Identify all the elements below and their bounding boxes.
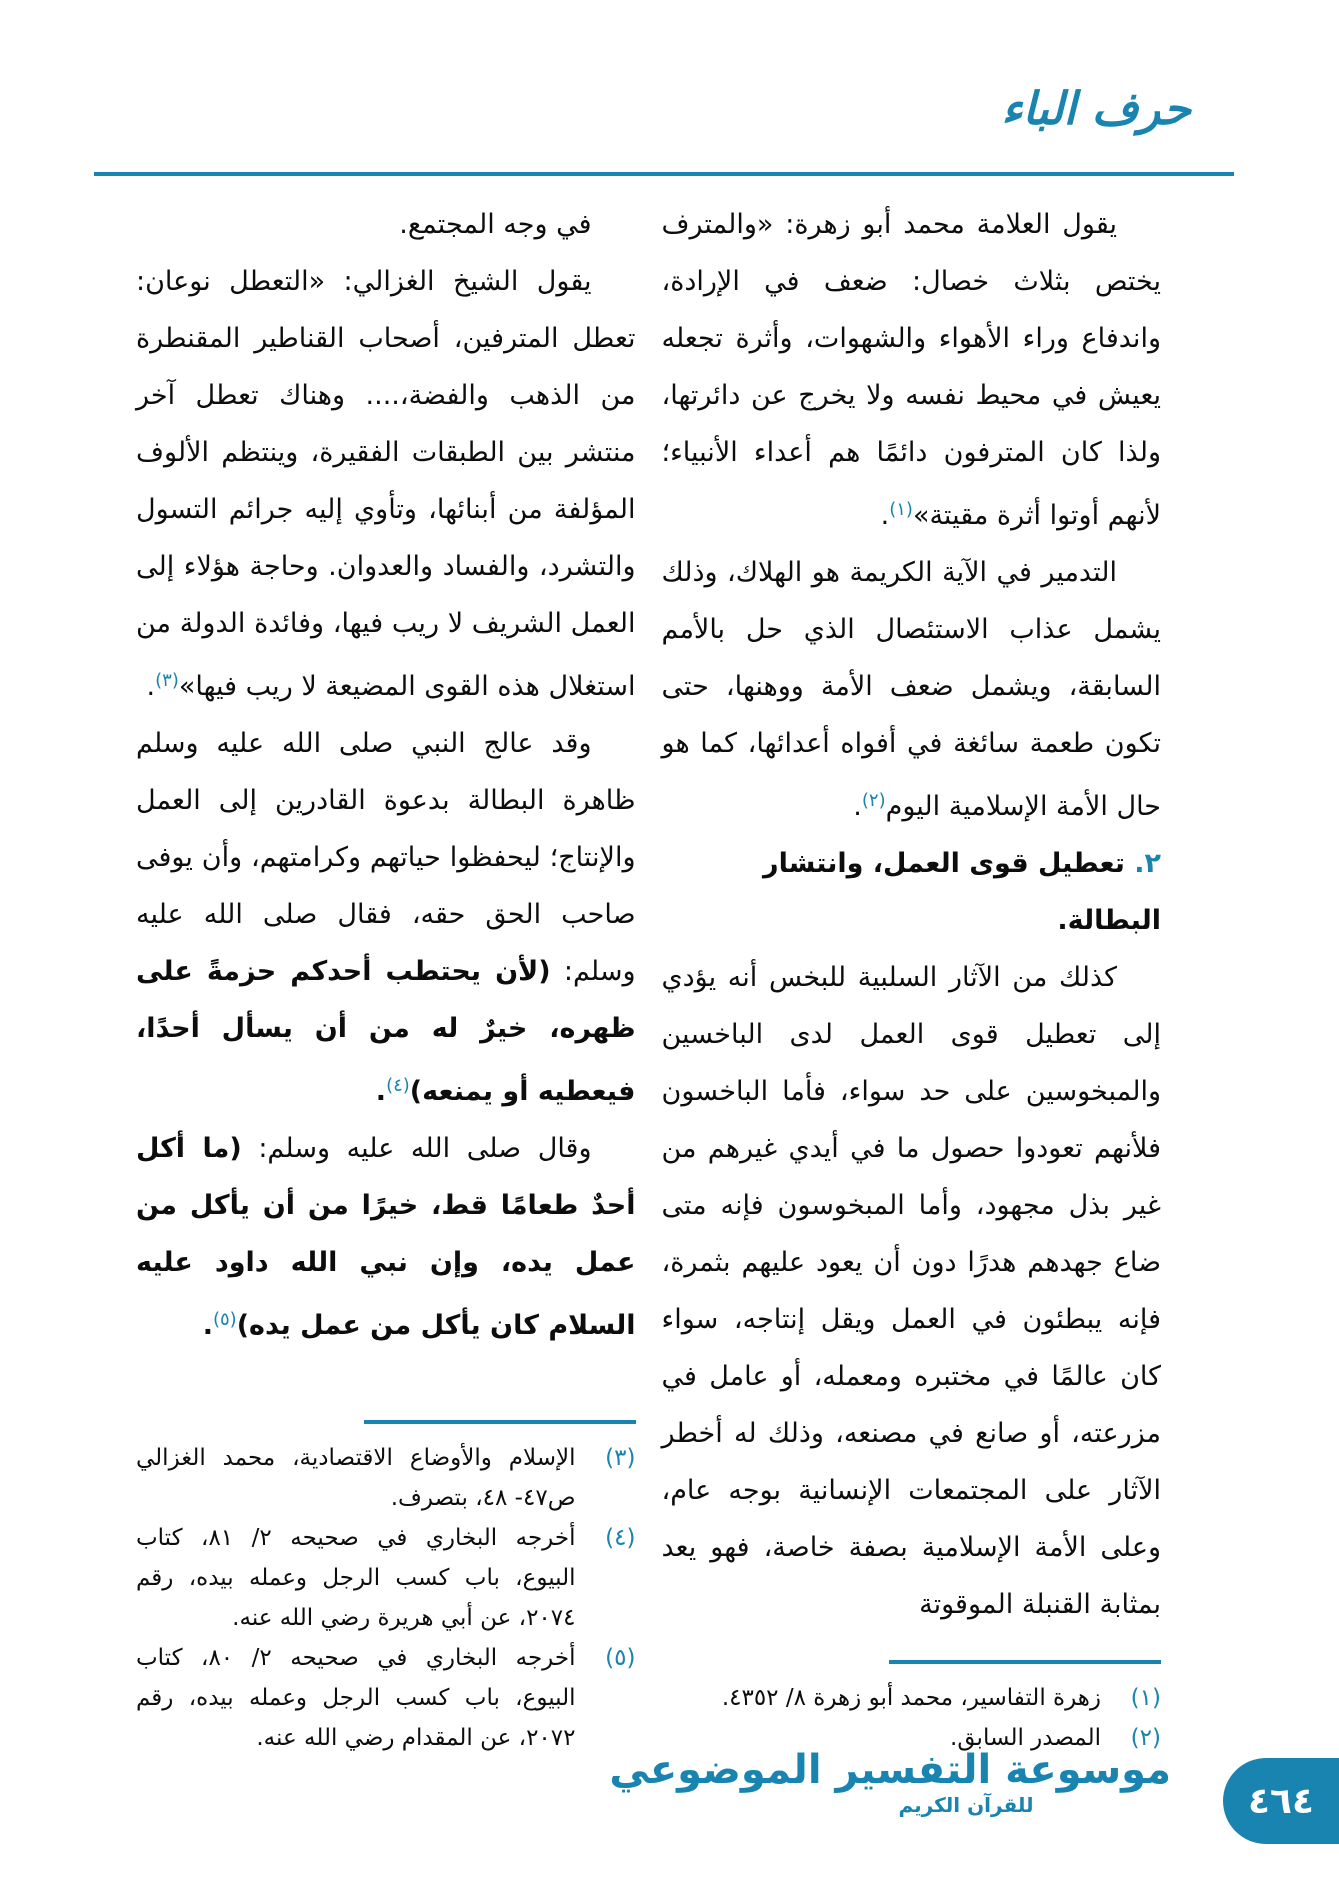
footnote-text: المصدر السابق. <box>950 1725 1101 1751</box>
footnote-text: زهرة التفاسير، محمد أبو زهرة ٨/ ٤٣٥٢. <box>721 1685 1101 1711</box>
footnote-ref-3: (٣) <box>155 670 179 691</box>
paragraph-tail: . <box>202 1310 213 1341</box>
footnote-text: أخرجه البخاري في صحيحه ٢/ ٨١، كتاب البيوع، باب كسب الرجل وعمله بيده، رقم ٢٠٧٤، عن أبي هريرة رضي الله عنه. <box>136 1525 576 1631</box>
text-columns <box>136 196 1161 1758</box>
publisher-logo-title: موسوعة التفسير الموضوعي <box>609 1747 1171 1793</box>
section-heading-number: ٢. <box>1134 848 1161 879</box>
paragraph-abu-zahra-quote <box>662 196 1162 544</box>
paragraph-lead: وقد عالج النبي صلى الله عليه وسلم ظاهرة البطالة بدعوة القادرين إلى العمل والإنتاج؛ ليحفظوا حياتهم وكرامتهم، وأن يوفى صاحب الحق حقه، فقال صلى الله عليه وسلم: <box>136 728 636 987</box>
publisher-logo <box>609 1747 1171 1817</box>
paragraph-tadmir <box>662 544 1162 835</box>
paragraph-tail: . <box>375 1076 387 1107</box>
paragraph-text: يقول الشيخ الغزالي: «التعطل نوعان: تعطل المترفين، أصحاب القناطير المقنطرة من الذهب والفضة،.... وهناك تعطل آخر منتشر بين الطبقات الفقيرة، وينتظم الألوف المؤلفة من أبنائها، وتأوي إليه جرائم التسول والتشرد، والفساد والعدوان. وحاجة هؤلاء إلى العمل الشريف لا ريب فيها، وفائدة الدولة من استغلال هذه القوى المضيعة لا ريب فيها» <box>136 266 636 702</box>
footnote-marker: (٣) <box>605 1445 636 1471</box>
footnote-text: أخرجه البخاري في صحيحه ٢/ ٨٠، كتاب البيوع، باب كسب الرجل وعمله بيده، رقم ٢٠٧٢، عن المقدام رضي الله عنه. <box>136 1645 576 1751</box>
footnote-item <box>136 1518 636 1638</box>
footnote-marker: (٢) <box>1130 1725 1161 1751</box>
paragraph-text: في وجه المجتمع. <box>399 209 592 240</box>
paragraph-tail: . <box>146 671 156 702</box>
paragraph-continuation <box>136 196 636 253</box>
paragraph-text: كذلك من الآثار السلبية للبخس أنه يؤدي إلى تعطيل قوى العمل لدى الباخسين والمبخوسين على حد سواء، فأما الباخسون فلأنهم تعودوا حصول ما في أيدي غيرهم من غير بذل مجهود، وأما المبخوسون فإنه متى ضاع جهدهم هدرًا دون أن يعود عليهم بثمرة، فإنه يبطئون في العمل ويقل إنتاجه، سواء كان عالمًا في مختبره ومعمله، أو عامل في مزرعته، أو صانع في مصنعه، وذلك له أخطر الآثار على المجتمعات الإنسانية بوجه عام، وعلى الأمة الإسلامية بصفة خاصة، فهو يعد بمثابة القنبلة الموقوتة <box>661 962 1161 1620</box>
footnote-marker: (١) <box>1130 1685 1161 1711</box>
footnote-ref-2: (٢) <box>861 790 886 811</box>
hadith-text: (ما أكل أحدٌ طعامًا قط، خيرًا من أن يأكل من عمل يده، وإن نبي الله داود عليه السلام كان يأكل من عمل يده) <box>136 1133 636 1341</box>
publisher-logo-subtitle: للقرآن الكريم <box>898 1793 1034 1817</box>
paragraph-text: يقول العلامة محمد أبو زهرة: «والمترف يختص بثلاث خصال: ضعف في الإرادة، واندفاع وراء الأهواء والشهوات، وأثرة تجعله يعيش في محيط نفسه ولا يخرج عن دائرتها، ولذا كان المترفون دائمًا هم أعداء الأنبياء؛ لأنهم أوتوا أثرة مقيتة» <box>661 209 1161 531</box>
paragraph-bakhs-effects <box>662 949 1162 1633</box>
footnote-text: الإسلام والأوضاع الاقتصادية، محمد الغزالي ص٤٧- ٤٨، بتصرف. <box>136 1445 576 1511</box>
paragraph-tail: . <box>853 791 862 822</box>
footnote-item <box>662 1678 1162 1718</box>
footnote-ref-1: (١) <box>889 499 913 520</box>
hadith-text: (لأن يحتطب أحدكم حزمةً على ظهره، خيرٌ له من أن يسأل أحدًا، فيعطيه أو يمنعه) <box>136 956 636 1107</box>
column-right <box>662 196 1162 1758</box>
footnotes-right <box>662 1656 1162 1758</box>
footnote-item <box>136 1438 636 1518</box>
paragraph-lead: وقال صلى الله عليه وسلم: <box>241 1133 592 1164</box>
chapter-header-title: حرف الباء <box>1001 82 1191 135</box>
page-number: ٤٦٤ <box>1248 1780 1314 1822</box>
footnote-ref-5: (٥) <box>212 1309 237 1330</box>
paragraph-ghazali-quote <box>136 253 636 715</box>
paragraph-hadith-firewood <box>136 715 636 1120</box>
header-divider <box>94 172 1234 176</box>
footnote-separator <box>364 1420 636 1424</box>
footnote-marker: (٥) <box>605 1645 636 1671</box>
page-number-badge <box>1223 1758 1339 1844</box>
footnote-ref-4: (٤) <box>386 1075 410 1096</box>
paragraph-text: التدمير في الآية الكريمة هو الهلاك، وذلك يشمل عذاب الاستئصال الذي حل بالأمم السابقة، ويشمل ضعف الأمة ووهنها، حتى تكون طعمة سائغة في أفواه أعدائها، كما هو حال الأمة الإسلامية اليوم <box>661 557 1161 822</box>
footnote-item <box>136 1638 636 1758</box>
footnote-marker: (٤) <box>605 1525 636 1551</box>
column-left <box>136 196 636 1758</box>
paragraph-tail: . <box>880 500 890 531</box>
section-heading-title: تعطيل قوى العمل، وانتشار البطالة. <box>763 848 1161 936</box>
paragraph-hadith-eating <box>136 1120 636 1354</box>
footnotes-left <box>136 1416 636 1758</box>
footnote-separator <box>889 1660 1161 1664</box>
section-heading <box>662 835 1162 949</box>
